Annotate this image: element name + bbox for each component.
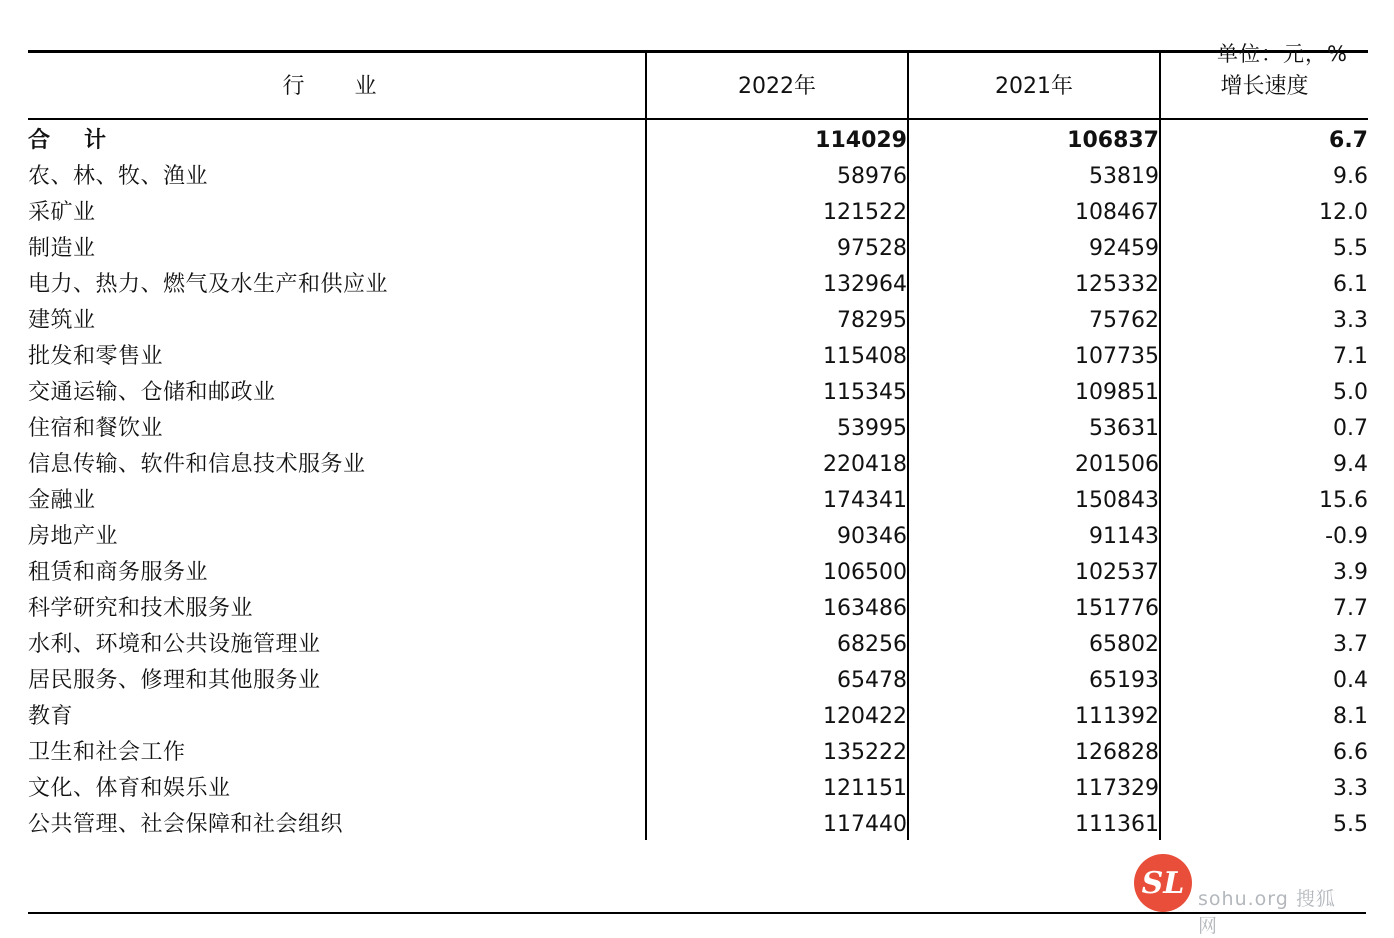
table-row — [28, 480, 1368, 516]
cell-value-2022: 174341 — [646, 480, 908, 516]
cell-value-2022: 121151 — [646, 768, 908, 804]
cell-growth-rate: 6.7 — [1160, 119, 1368, 156]
table-header — [28, 52, 1368, 120]
cell-industry: 建筑业 — [28, 307, 96, 333]
cell-value-2021: 150843 — [908, 480, 1160, 516]
table-row — [28, 372, 1368, 408]
cell-value-2022: 220418 — [646, 444, 908, 480]
cell-growth-rate: 12.0 — [1160, 192, 1368, 228]
table-row — [28, 660, 1368, 696]
column-header-growth: 增长速度 — [1160, 52, 1368, 120]
cell-value-2021: 106837 — [908, 119, 1160, 156]
table-row — [28, 588, 1368, 624]
table-row — [28, 408, 1368, 444]
table-row — [28, 228, 1368, 264]
cell-growth-rate: 3.7 — [1160, 624, 1368, 660]
cell-value-2021: 108467 — [908, 192, 1160, 228]
cell-industry: 金融业 — [28, 487, 96, 513]
cell-value-2021: 53631 — [908, 408, 1160, 444]
cell-industry: 电力、热力、燃气及水生产和供应业 — [28, 271, 389, 297]
table-row — [28, 264, 1368, 300]
cell-industry: 交通运输、仓储和邮政业 — [28, 379, 276, 405]
cell-value-2022: 132964 — [646, 264, 908, 300]
table-row — [28, 192, 1368, 228]
cell-industry: 房地产业 — [28, 523, 119, 549]
column-header-2022: 2022年 — [646, 52, 908, 120]
cell-value-2022: 115345 — [646, 372, 908, 408]
table-row — [28, 552, 1368, 588]
cell-value-2021: 109851 — [908, 372, 1160, 408]
table-row — [28, 336, 1368, 372]
cell-industry: 农、林、牧、渔业 — [28, 163, 209, 189]
cell-value-2021: 75762 — [908, 300, 1160, 336]
cell-growth-rate: 3.3 — [1160, 300, 1368, 336]
table-row — [28, 516, 1368, 552]
cell-growth-rate: 5.0 — [1160, 372, 1368, 408]
cell-value-2021: 53819 — [908, 156, 1160, 192]
table-row — [28, 696, 1368, 732]
cell-industry: 水利、环境和公共设施管理业 — [28, 631, 321, 657]
cell-value-2021: 102537 — [908, 552, 1160, 588]
cell-value-2022: 68256 — [646, 624, 908, 660]
cell-value-2021: 91143 — [908, 516, 1160, 552]
cell-value-2022: 97528 — [646, 228, 908, 264]
cell-industry: 信息传输、软件和信息技术服务业 — [28, 451, 366, 477]
cell-value-2022: 106500 — [646, 552, 908, 588]
cell-value-2022: 65478 — [646, 660, 908, 696]
cell-growth-rate: 7.7 — [1160, 588, 1368, 624]
cell-industry: 公共管理、社会保障和社会组织 — [28, 811, 344, 837]
cell-value-2022: 114029 — [646, 119, 908, 156]
cell-growth-rate: 9.6 — [1160, 156, 1368, 192]
cell-value-2022: 90346 — [646, 516, 908, 552]
cell-industry: 住宿和餐饮业 — [28, 415, 164, 441]
cell-value-2021: 92459 — [908, 228, 1160, 264]
cell-industry: 居民服务、修理和其他服务业 — [28, 667, 321, 693]
cell-value-2022: 78295 — [646, 300, 908, 336]
table-row — [28, 804, 1368, 840]
column-header-2021: 2021年 — [908, 52, 1160, 120]
cell-value-2021: 126828 — [908, 732, 1160, 768]
cell-value-2022: 121522 — [646, 192, 908, 228]
cell-industry: 批发和零售业 — [28, 343, 164, 369]
cell-value-2021: 111392 — [908, 696, 1160, 732]
table-row — [28, 768, 1368, 804]
watermark-logo-icon: SL — [1134, 854, 1192, 912]
cell-value-2021: 125332 — [908, 264, 1160, 300]
table-bottom-rule — [28, 912, 1366, 914]
cell-industry: 文化、体育和娱乐业 — [28, 775, 231, 801]
table-row — [28, 119, 1368, 156]
watermark-caption: sohu.org 搜狐网 — [1198, 888, 1336, 937]
cell-growth-rate: -0.9 — [1160, 516, 1368, 552]
table-row — [28, 732, 1368, 768]
cell-value-2021: 111361 — [908, 804, 1160, 840]
cell-growth-rate: 0.7 — [1160, 408, 1368, 444]
cell-value-2021: 65193 — [908, 660, 1160, 696]
cell-growth-rate: 5.5 — [1160, 804, 1368, 840]
cell-value-2022: 53995 — [646, 408, 908, 444]
cell-value-2022: 115408 — [646, 336, 908, 372]
cell-growth-rate: 3.3 — [1160, 768, 1368, 804]
cell-industry: 科学研究和技术服务业 — [28, 595, 254, 621]
table-body — [28, 119, 1368, 840]
cell-value-2021: 151776 — [908, 588, 1160, 624]
cell-value-2022: 163486 — [646, 588, 908, 624]
unit-note: 单位：元，% — [1217, 42, 1348, 66]
cell-value-2022: 117440 — [646, 804, 908, 840]
cell-value-2022: 58976 — [646, 156, 908, 192]
table-row — [28, 156, 1368, 192]
table-row — [28, 300, 1368, 336]
cell-growth-rate: 6.6 — [1160, 732, 1368, 768]
cell-industry: 卫生和社会工作 — [28, 739, 186, 765]
cell-growth-rate: 5.5 — [1160, 228, 1368, 264]
cell-industry: 租赁和商务服务业 — [28, 559, 209, 585]
cell-value-2022: 120422 — [646, 696, 908, 732]
cell-growth-rate: 7.1 — [1160, 336, 1368, 372]
cell-growth-rate: 0.4 — [1160, 660, 1368, 696]
table-row — [28, 624, 1368, 660]
cell-industry: 教育 — [28, 703, 74, 729]
statistics-table — [28, 50, 1368, 840]
cell-value-2022: 135222 — [646, 732, 908, 768]
cell-industry: 制造业 — [28, 235, 96, 261]
cell-growth-rate: 9.4 — [1160, 444, 1368, 480]
cell-industry: 采矿业 — [28, 199, 96, 225]
cell-growth-rate: 15.6 — [1160, 480, 1368, 516]
cell-value-2021: 107735 — [908, 336, 1160, 372]
cell-value-2021: 65802 — [908, 624, 1160, 660]
cell-value-2021: 201506 — [908, 444, 1160, 480]
table-row — [28, 444, 1368, 480]
cell-growth-rate: 3.9 — [1160, 552, 1368, 588]
column-header-industry: 行 业 — [28, 52, 646, 120]
cell-growth-rate: 6.1 — [1160, 264, 1368, 300]
cell-industry: 合 计 — [28, 127, 113, 153]
cell-growth-rate: 8.1 — [1160, 696, 1368, 732]
cell-value-2021: 117329 — [908, 768, 1160, 804]
